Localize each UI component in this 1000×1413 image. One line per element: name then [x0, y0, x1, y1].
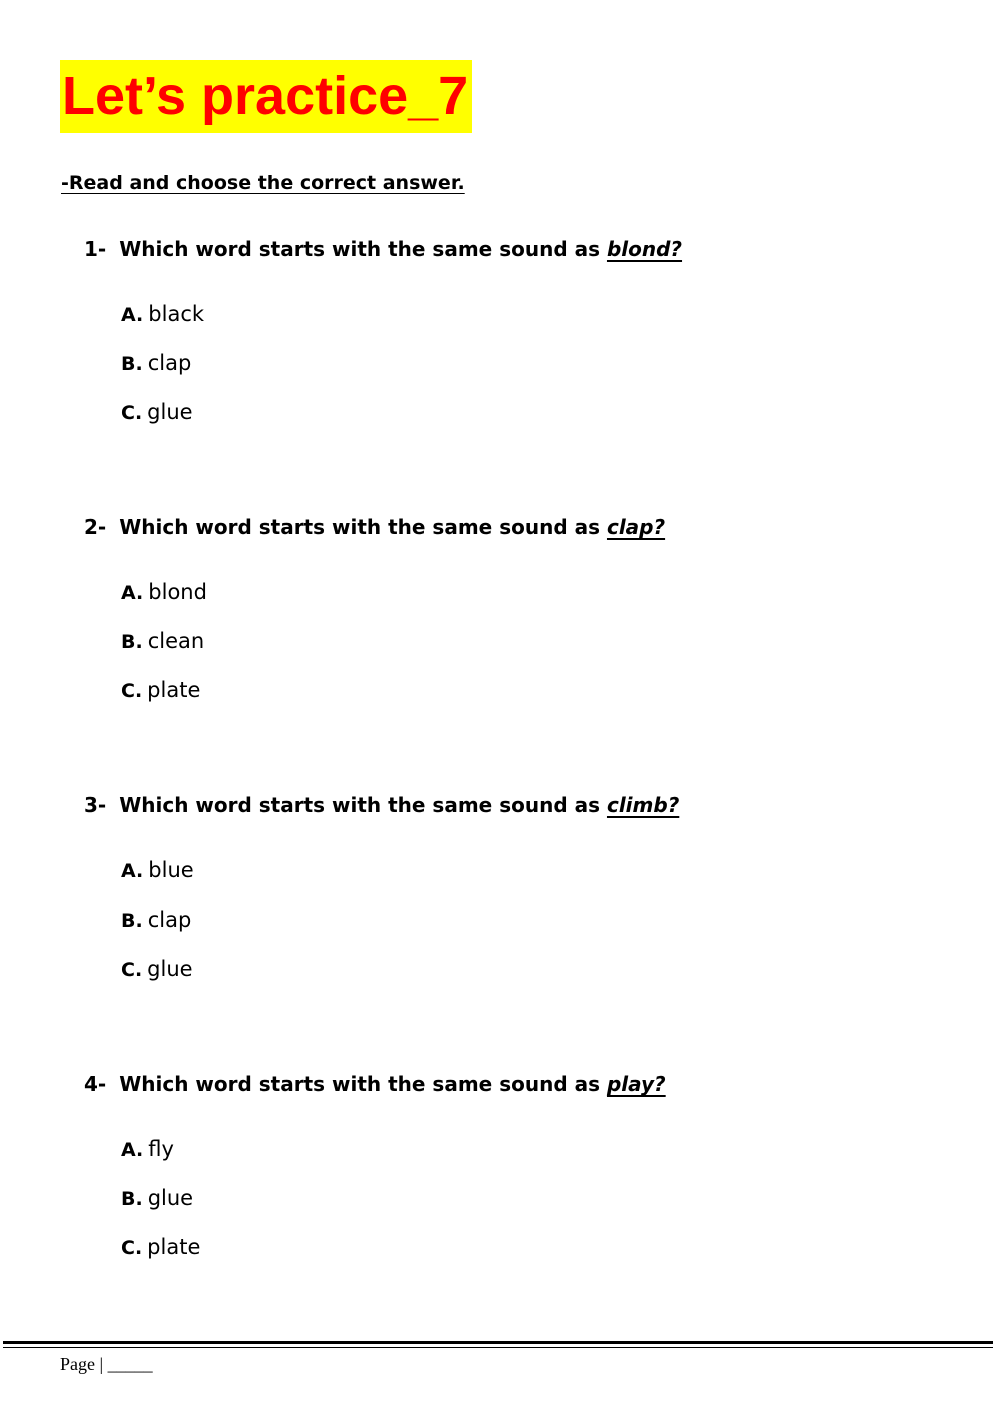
option-word: glue [147, 400, 193, 424]
question-number: 1- [84, 237, 107, 261]
question-number: 2- [84, 515, 107, 539]
question-3-option-a[interactable] [121, 858, 194, 882]
question-1-option-b[interactable] [121, 351, 191, 375]
question-1-option-a[interactable] [121, 302, 204, 326]
option-word: fly [148, 1137, 174, 1161]
footer-divider [3, 1341, 993, 1348]
question-3 [84, 793, 679, 817]
question-2-option-c[interactable] [121, 678, 200, 702]
option-word: clap [147, 351, 192, 375]
question-number: 3- [84, 793, 107, 817]
question-1 [84, 237, 682, 261]
option-letter: A. [121, 304, 144, 326]
question-keyword: climb? [606, 793, 680, 817]
question-1-option-c[interactable] [121, 400, 193, 424]
option-letter: C. [121, 1237, 143, 1259]
option-letter: A. [121, 860, 144, 882]
question-text: Which word starts with the same sound as [119, 793, 600, 817]
option-word: glue [147, 957, 193, 981]
option-letter: B. [121, 353, 143, 375]
question-4 [84, 1072, 666, 1096]
option-letter: C. [121, 402, 143, 424]
option-letter: B. [121, 1188, 143, 1210]
option-word: plate [147, 678, 201, 702]
question-text: Which word starts with the same sound as [119, 515, 600, 539]
option-letter: A. [121, 582, 144, 604]
question-text: Which word starts with the same sound as [119, 237, 600, 261]
option-letter: B. [121, 631, 143, 653]
option-word: blue [148, 858, 194, 882]
option-word: blond [148, 580, 207, 604]
question-2 [84, 515, 665, 539]
question-4-option-b[interactable] [121, 1186, 193, 1210]
option-letter: B. [121, 910, 143, 932]
worksheet-title: Let’s practice_7 [60, 60, 472, 133]
question-3-option-c[interactable] [121, 957, 193, 981]
option-word: clap [147, 908, 192, 932]
option-word: black [148, 302, 205, 326]
question-2-option-a[interactable] [121, 580, 207, 604]
option-letter: C. [121, 959, 143, 981]
question-keyword: play? [606, 1072, 666, 1096]
question-text: Which word starts with the same sound as [119, 1072, 600, 1096]
instruction-text: -Read and choose the correct answer. [61, 172, 465, 194]
question-4-option-a[interactable] [121, 1137, 174, 1161]
option-word: plate [147, 1235, 201, 1259]
page-footer: Page | _____ [60, 1354, 153, 1374]
question-keyword: blond? [606, 237, 683, 261]
question-2-option-b[interactable] [121, 629, 204, 653]
option-word: clean [147, 629, 205, 653]
question-number: 4- [84, 1072, 107, 1096]
option-letter: A. [121, 1139, 144, 1161]
question-4-option-c[interactable] [121, 1235, 200, 1259]
option-word: glue [147, 1186, 194, 1210]
question-keyword: clap? [606, 515, 666, 539]
option-letter: C. [121, 680, 143, 702]
question-3-option-b[interactable] [121, 908, 191, 932]
